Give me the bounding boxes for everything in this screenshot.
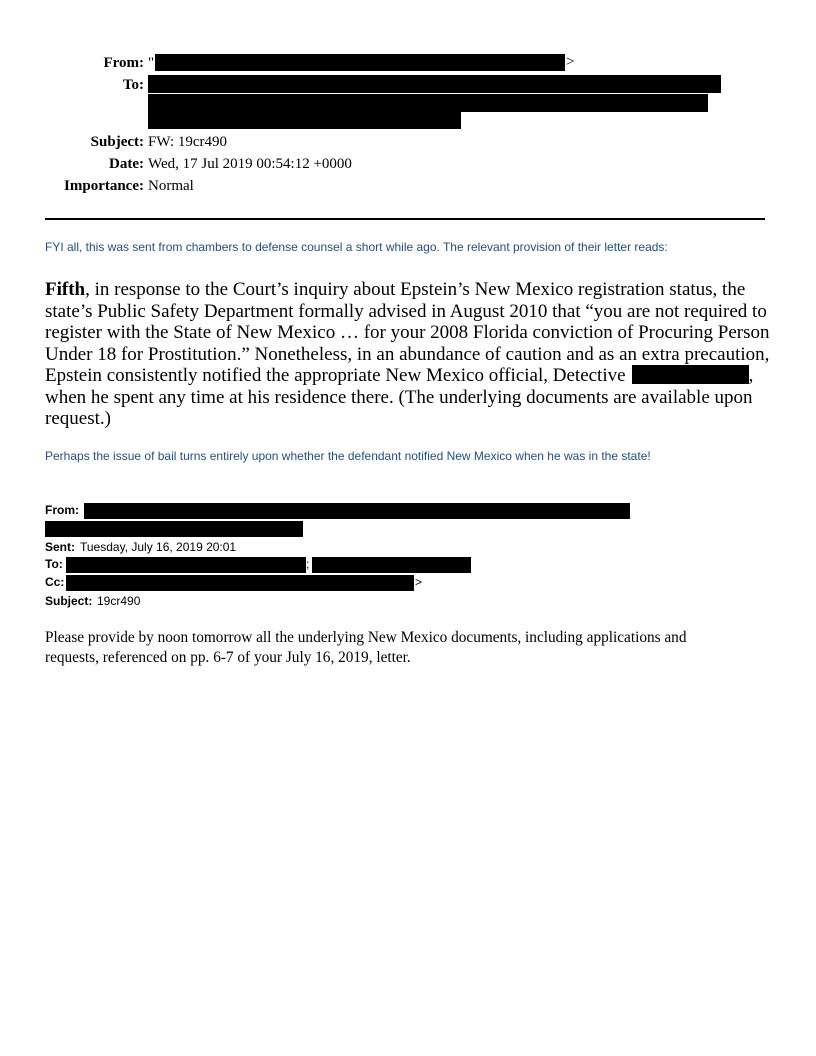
divider: [45, 218, 765, 220]
redaction: [66, 557, 306, 573]
cc-suffix: >: [415, 575, 423, 589]
quote-line: register with the State of New Mexico … for your 2008 Florida conviction of Procuring Person: [45, 322, 770, 343]
subject-label: Subject:: [90, 134, 144, 150]
redaction: [148, 112, 461, 129]
from-label: From:: [103, 55, 144, 71]
quote-line-text: Epstein consistently notified the appropriate New Mexico official, Detective: [45, 365, 626, 386]
body-line: requests, referenced on pp. 6-7 of your July 16, 2019, letter.: [45, 649, 411, 666]
quote-line: request.): [45, 408, 111, 429]
redaction: [148, 75, 721, 93]
from-quote: ": [148, 55, 155, 71]
redaction: [312, 557, 471, 573]
quote-lead: Fifth: [45, 279, 86, 300]
quoted-letter: [45, 279, 775, 430]
quote-line: state’s Public Safety Department formally advised in August 2010 that “you are not required to: [45, 300, 767, 322]
quote-line: , in response to the Court’s inquiry about Epstein’s New Mexico registration status, the: [85, 279, 746, 300]
separator: ;: [306, 557, 310, 571]
redaction: [45, 521, 303, 537]
date-label: Date:: [109, 156, 144, 172]
quote-line: when he spent any time at his residence there. (The underlying documents are available upon: [45, 386, 753, 408]
redaction: [84, 503, 630, 519]
date-value: Wed, 17 Jul 2019 00:54:12 +0000: [148, 156, 352, 172]
redaction: [148, 94, 708, 112]
importance-value: Normal: [148, 178, 194, 194]
importance-label: Importance:: [64, 178, 144, 194]
comment-text: Perhaps the issue of bail turns entirely upon whether the defendant notified New Mexico when he was in the state!: [45, 449, 651, 463]
fwd-subject-label: Subject:: [45, 594, 93, 608]
quote-line: [45, 365, 775, 387]
redaction: [66, 575, 414, 591]
fwd-from-label: From:: [45, 503, 79, 517]
subject-value: FW: 19cr490: [148, 134, 228, 150]
intro-text: FYI all, this was sent from chambers to defense counsel a short while ago. The relevant provision of their letter reads:: [45, 240, 668, 254]
comma: ,: [748, 365, 754, 386]
fwd-sent-label: Sent:: [45, 540, 75, 554]
body-line: Please provide by noon tomorrow all the underlying New Mexico documents, including applications and: [45, 629, 687, 646]
redaction: [155, 54, 565, 71]
quote-line: Under 18 for Prostitution.” Nonetheless, in an abundance of caution and as an extra precaution,: [45, 343, 770, 365]
forwarded-body: [45, 628, 686, 668]
fwd-to-label: To:: [45, 557, 63, 571]
redaction: [632, 365, 749, 384]
fwd-subject-value: 19cr490: [97, 594, 141, 608]
from-suffix: >: [566, 54, 575, 70]
fwd-cc-label: Cc:: [45, 575, 65, 589]
to-label: To:: [122, 77, 144, 93]
fwd-sent-value: Tuesday, July 16, 2019 20:01: [80, 540, 237, 554]
